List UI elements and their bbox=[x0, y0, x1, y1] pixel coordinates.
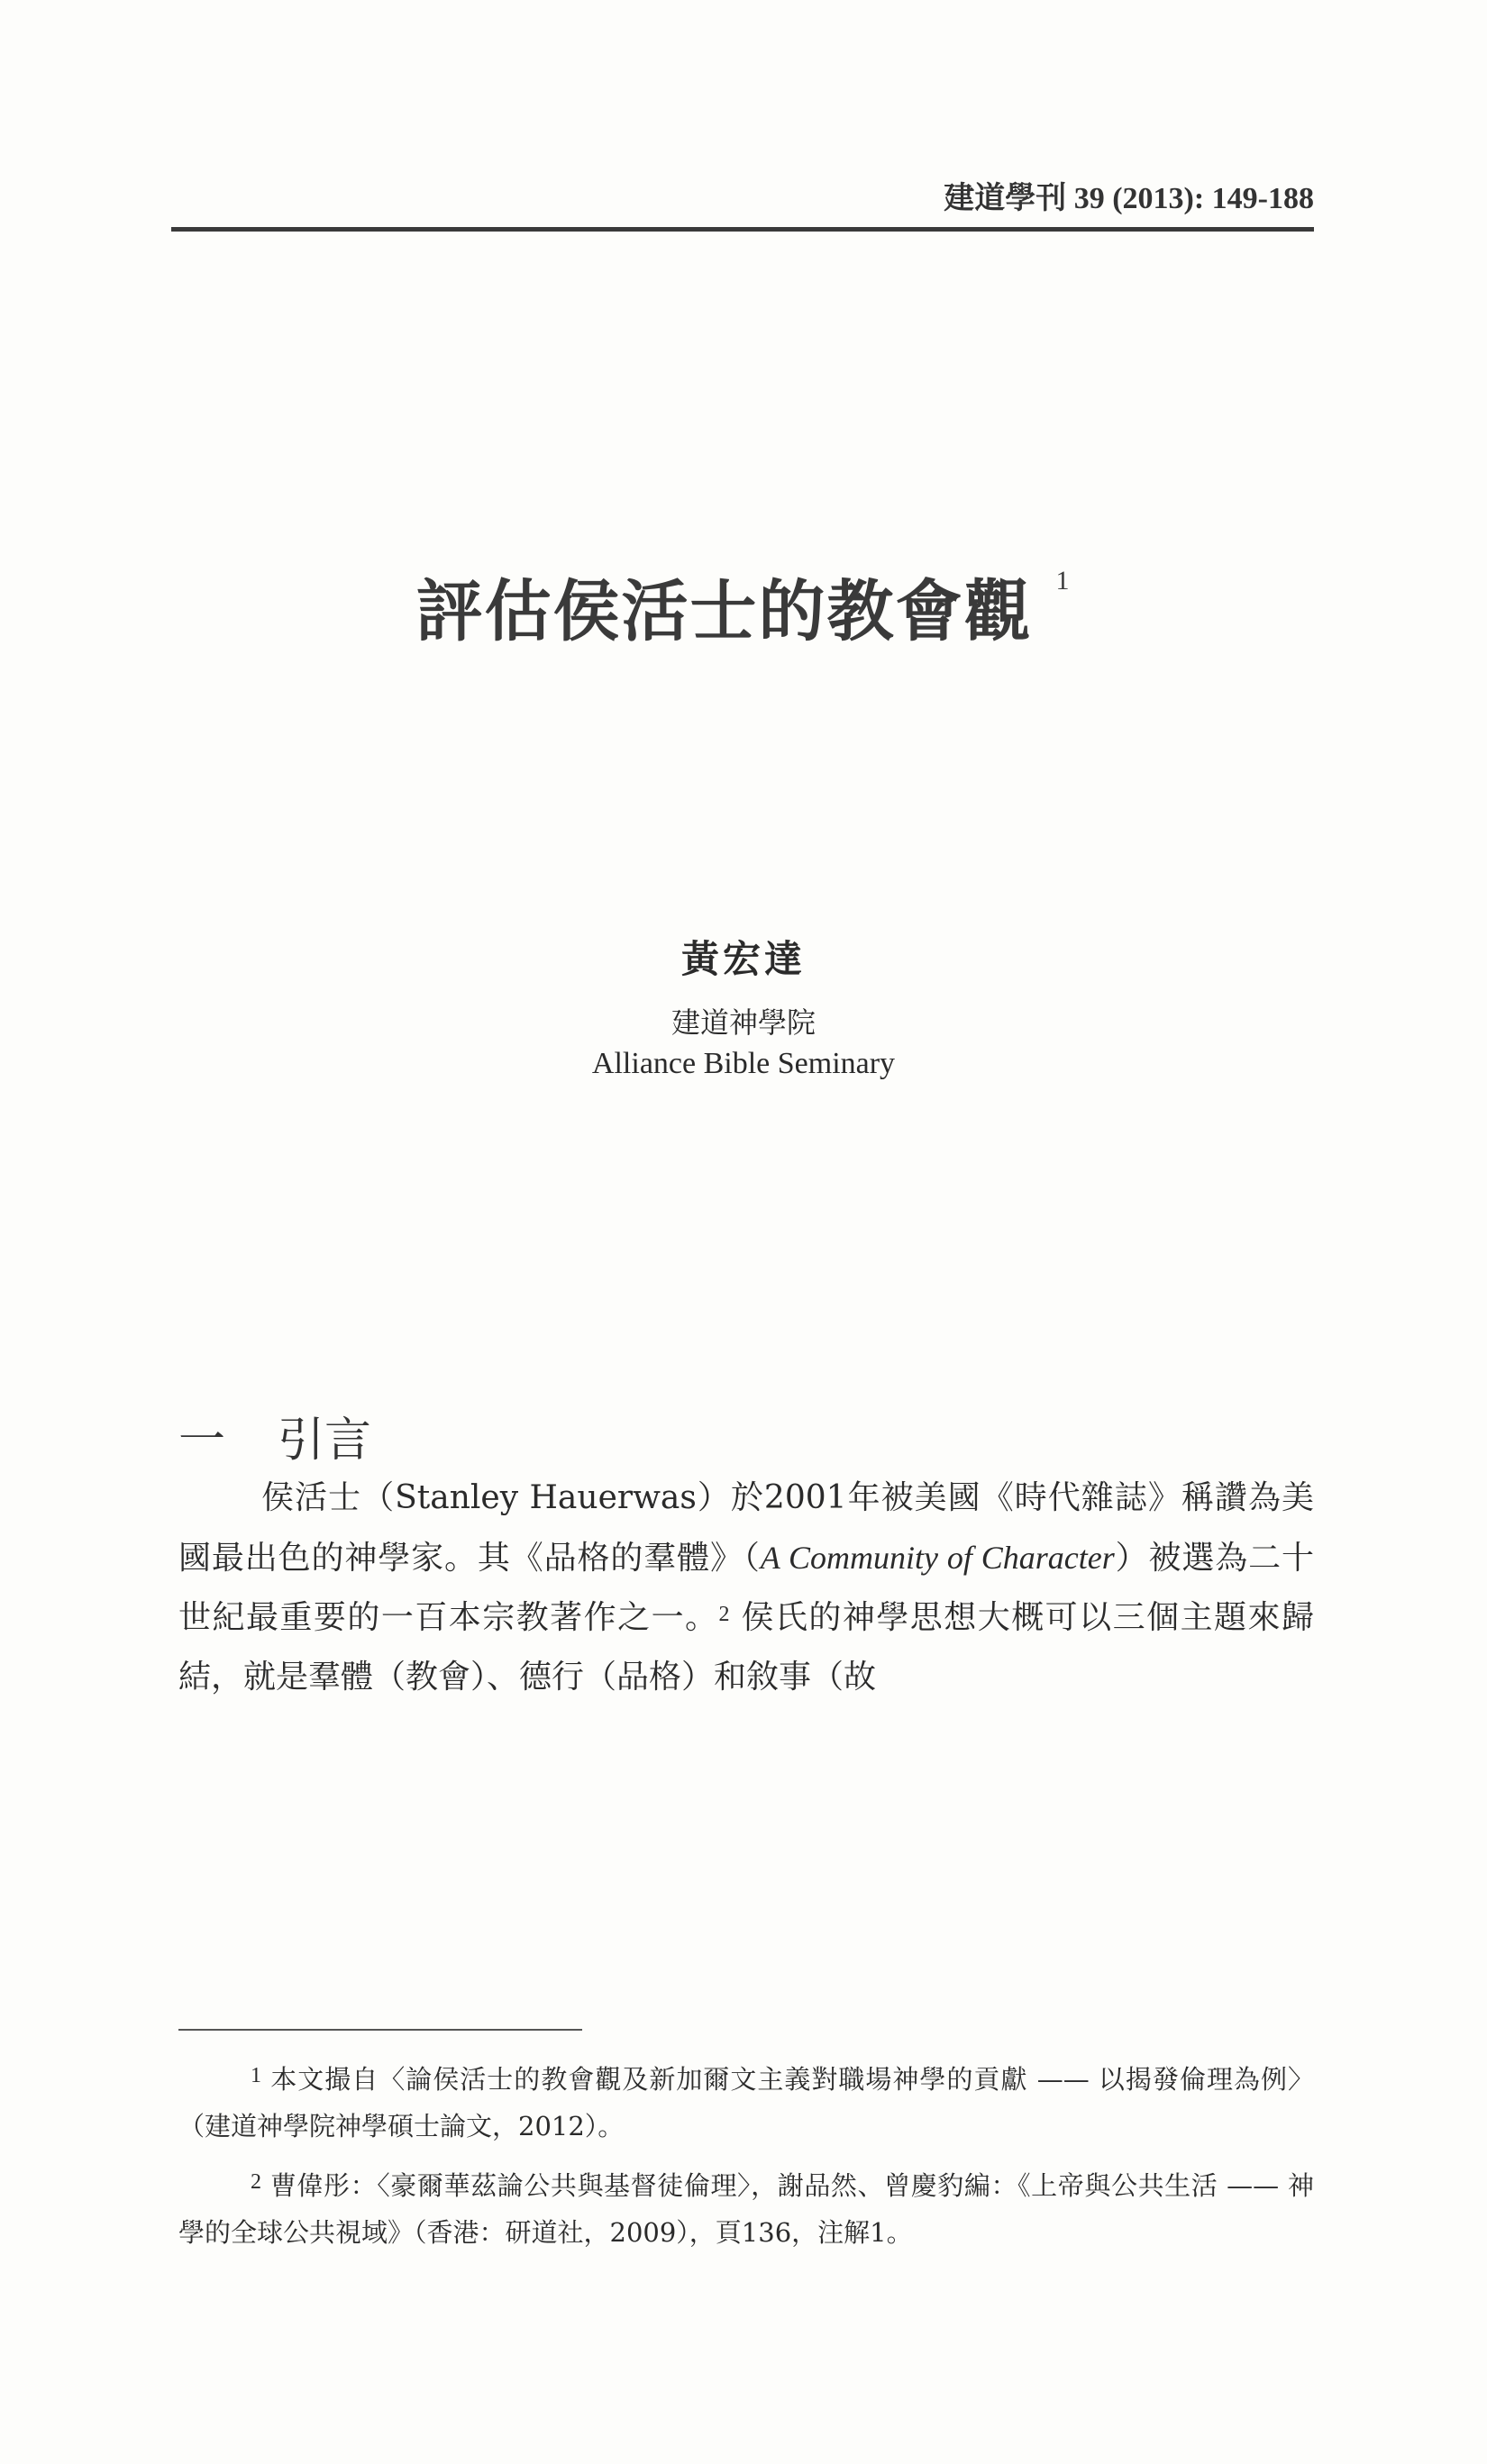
section-title: 引言 bbox=[278, 1414, 372, 1468]
article-title bbox=[0, 559, 1487, 654]
paragraph-text-part3: 侯氏的神學思想大概可以三個主題來歸結，就是羣體（教會）、德行（品格）和敘事（故 bbox=[178, 1599, 1314, 1696]
book-title-italic: A Community of Character bbox=[760, 1540, 1115, 1576]
title-footnote-ref[interactable]: 1 bbox=[1055, 566, 1072, 596]
affiliation-english: Alliance Bible Seminary bbox=[591, 1047, 896, 1080]
footnote-number: 1 bbox=[251, 2064, 261, 2087]
body-text bbox=[178, 1468, 1314, 1707]
paragraph-text-part1: 侯活士（Stanley Hauerwas）於2001年被美國《時代雜誌》稱讚為美國最出色的神學家。其《品格的羣體》（ bbox=[178, 1479, 1314, 1577]
paragraph bbox=[178, 1468, 1314, 1707]
footnotes bbox=[178, 2056, 1314, 2269]
footnote-text: 曹偉彤：〈豪爾華茲論公共與基督徒倫理〉，謝品然、曾慶豹編：《上帝與公共生活 —— 神學的全球公共視域》（香港：研道社，2009），頁136，注解1。 bbox=[178, 2170, 1314, 2248]
footnote-separator bbox=[178, 2029, 582, 2031]
footnote-number: 2 bbox=[251, 2170, 261, 2194]
header-rule bbox=[171, 227, 1314, 232]
footnote-ref-2[interactable]: 2 bbox=[718, 1603, 730, 1626]
affiliation-chinese: 建道神學院 bbox=[671, 1005, 816, 1040]
footnote-2 bbox=[178, 2162, 1314, 2256]
footnote-text: 本文撮自〈論侯活士的教會觀及新加爾文主義對職場神學的貢獻 —— 以揭發倫理為例〉（建道神學院神學碩士論文，2012）。 bbox=[178, 2064, 1314, 2141]
article-title-text: 評估侯活士的教會觀 bbox=[415, 573, 1033, 650]
section-number: 一 bbox=[178, 1414, 226, 1468]
author-name: 黃宏達 bbox=[680, 937, 806, 981]
paragraph-text-part2: ）被選為二十世紀最重要的一百本宗教著作之一。 bbox=[178, 1540, 1314, 1636]
footnote-1 bbox=[178, 2056, 1314, 2150]
section-heading bbox=[178, 1402, 371, 1469]
running-head: 建道學刊 39 (2013): 149-188 bbox=[944, 182, 1314, 215]
